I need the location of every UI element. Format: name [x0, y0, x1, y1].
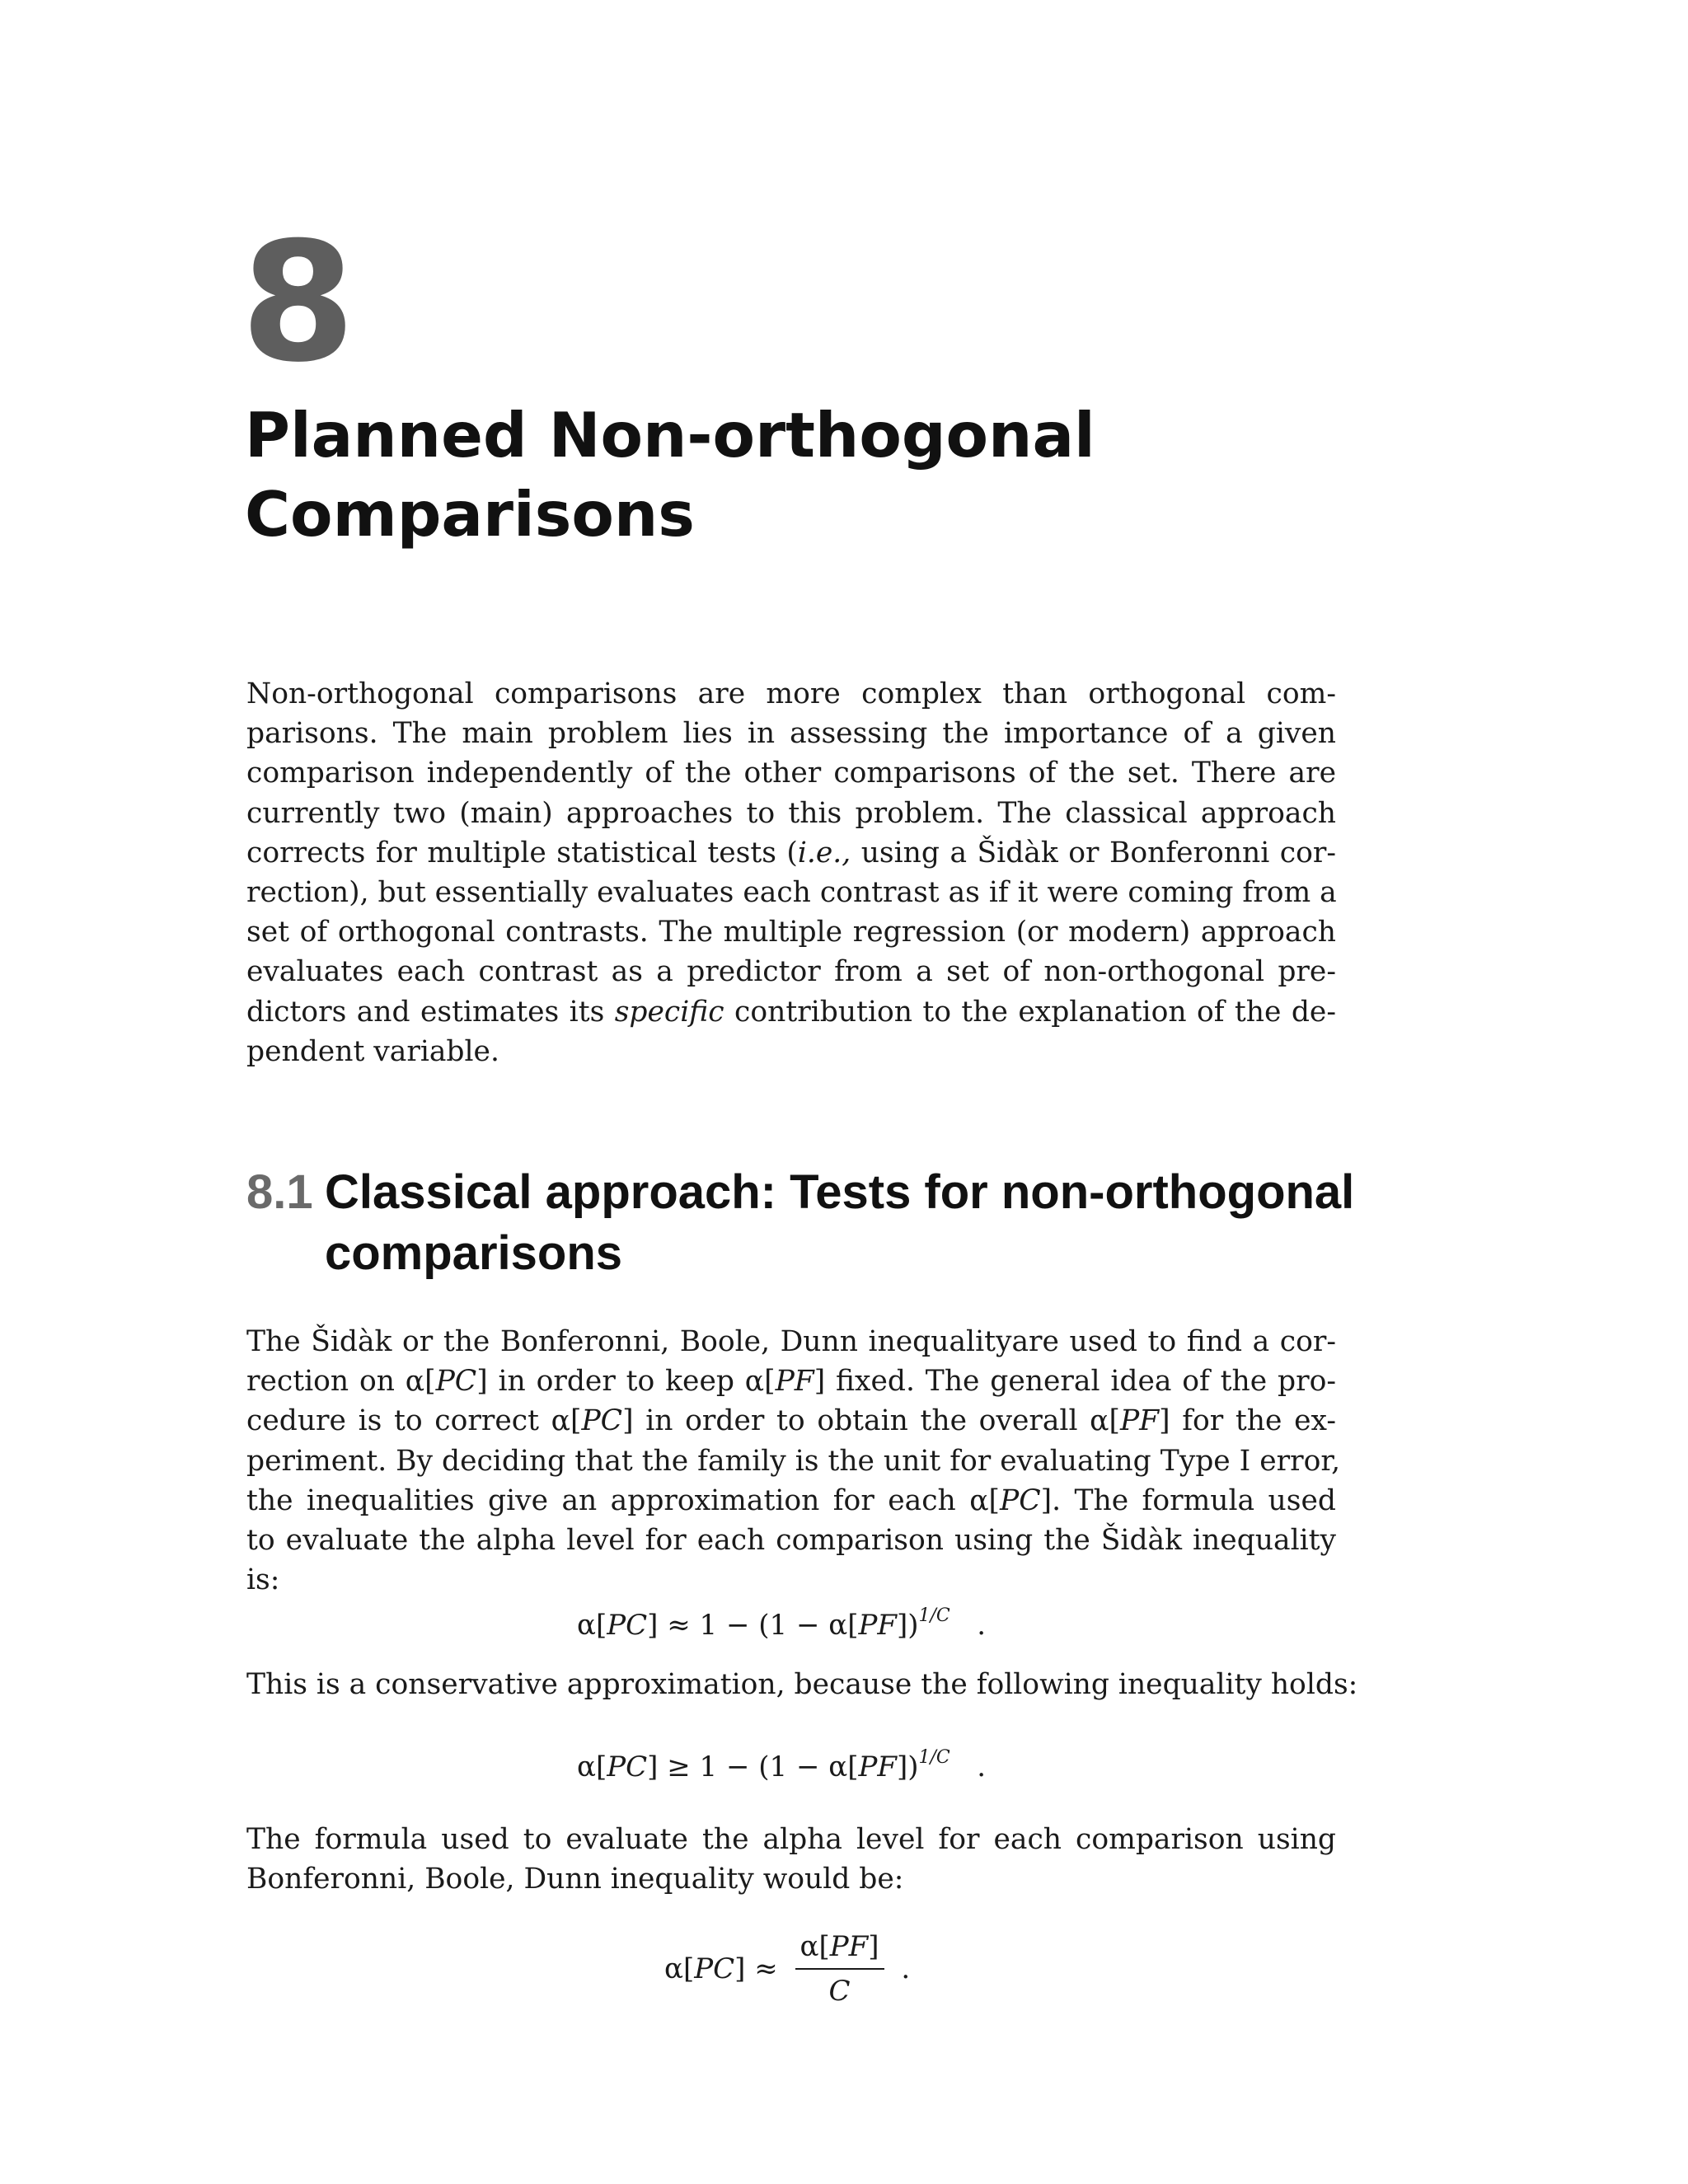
alpha-symbol: α	[1090, 1404, 1109, 1438]
section-heading	[246, 1162, 1400, 1284]
alpha-pf-symbol: α[PF]	[744, 1365, 826, 1399]
body-line: Bonferonni, Boole, Dunn inequality would be:	[246, 1863, 904, 1896]
body-line	[246, 1361, 1336, 1401]
geq-symbol: ≥	[667, 1750, 691, 1783]
intro-text: corrects for multiple statistical tests (	[246, 836, 798, 869]
body-paragraph	[246, 1665, 1384, 1704]
intro-paragraph	[246, 674, 1336, 1071]
intro-text: contribution to the explanation of the de-	[724, 995, 1337, 1029]
bonferroni-equation	[664, 1929, 910, 2009]
section-title-line-2: comparisons	[325, 1226, 622, 1280]
intro-line: pendent variable.	[246, 1034, 499, 1068]
one-minus-term: 1 − (1 −	[699, 1609, 829, 1642]
intro-text: dictors and estimates its	[246, 995, 615, 1029]
body-line: This is a conservative approximation, because the following inequality holds:	[246, 1668, 1358, 1701]
approx-symbol: ≈	[754, 1952, 778, 1985]
intro-line: currently two (main) approaches to this problem. The classical approach	[246, 796, 1336, 830]
alpha-symbol: α	[744, 1365, 765, 1399]
intro-line: set of orthogonal contrasts. The multiple regression (or modern) approach	[246, 916, 1336, 949]
pf-symbol: PF	[858, 1609, 897, 1642]
section-title-line-1: Classical approach: Tests for non-orthogonal	[325, 1165, 1355, 1219]
body-text: cedure is to correct	[246, 1404, 551, 1438]
one-minus-term: 1 − (1 −	[699, 1750, 829, 1783]
body-paragraph	[246, 1322, 1341, 1600]
alpha-symbol: α	[577, 1750, 596, 1783]
section-number: 8.1	[246, 1165, 313, 1219]
pc-symbol: PC	[999, 1483, 1041, 1517]
alpha-symbol: α	[405, 1365, 425, 1399]
alpha-pc-symbol: α[PC]	[405, 1365, 488, 1399]
intro-line: evaluates each contrast as a predictor from a set of non-orthogonal pre-	[246, 955, 1336, 989]
body-line	[246, 1481, 1336, 1521]
intro-italic: i.e.,	[797, 836, 851, 869]
alpha-symbol: α	[577, 1609, 596, 1642]
intro-line: comparison independently of the other comparisons of the set. There are	[246, 757, 1336, 790]
pc-symbol: PC	[435, 1365, 477, 1399]
pc-symbol: PC	[607, 1750, 648, 1783]
body-text: the inequalities give an approximation for each	[246, 1483, 970, 1517]
body-text: fixed. The general idea of the pro-	[825, 1365, 1336, 1399]
pf-symbol: PF	[858, 1750, 897, 1783]
fraction	[795, 1929, 884, 2009]
body-text: in order to keep	[487, 1365, 745, 1399]
alpha-symbol: α	[551, 1404, 570, 1438]
body-line: periment. By deciding that the family is the unit for evaluating Type I error,	[246, 1444, 1341, 1478]
body-line: is:	[246, 1563, 280, 1597]
exponent: 1/C	[918, 1747, 950, 1768]
alpha-symbol: α	[828, 1750, 848, 1783]
alpha-symbol: α	[969, 1483, 989, 1517]
sidak-inequality: $\alpha[PC] \ge 1 - (1 - \alpha[PF])^{1/C}$ .	[577, 1747, 987, 1783]
body-line: The formula used to evaluate the alpha level for each comparison using	[246, 1823, 1336, 1856]
pc-symbol: PC	[581, 1404, 623, 1438]
alpha-symbol: α	[828, 1609, 848, 1642]
equation-period: .	[901, 1952, 911, 1985]
body-text: . The formula used	[1052, 1483, 1336, 1517]
fraction-numerator: α[PF]	[795, 1929, 884, 1970]
equation-period: .	[977, 1609, 987, 1642]
approx-symbol: ≈	[667, 1609, 691, 1642]
intro-line	[246, 833, 1336, 873]
intro-line: parisons. The main problem lies in assessing the importance of a given	[246, 717, 1336, 751]
alpha-pf-symbol: α[PF]	[1090, 1404, 1170, 1438]
alpha-pc-symbol: α[PC]	[551, 1404, 634, 1438]
pc-symbol: PC	[607, 1609, 648, 1642]
body-line: to evaluate the alpha level for each comparison using the Šidàk inequality	[246, 1524, 1336, 1558]
alpha-pc-symbol: α[PC]	[969, 1483, 1053, 1517]
body-text: in order to obtain the overall	[633, 1404, 1090, 1438]
intro-line: rection), but essentially evaluates each contrast as if it were coming from a	[246, 876, 1337, 910]
chapter-number: 8	[241, 207, 354, 399]
body-line: The Šidàk or the Bonferonni, Boole, Dunn inequalityare used to find a cor-	[246, 1325, 1336, 1358]
pf-symbol: PF	[775, 1365, 814, 1399]
alpha-symbol: α	[664, 1952, 683, 1985]
pf-symbol: PF	[829, 1930, 869, 1963]
alpha-symbol: α	[799, 1930, 819, 1963]
sidak-equation: $\alpha[PC] \approx 1 - (1 - \alpha[PF])^{1/C}$ .	[577, 1605, 987, 1642]
intro-italic: specific	[614, 995, 724, 1029]
body-paragraph	[246, 1820, 1336, 1899]
intro-text: using a Šidàk or Bonferonni cor-	[851, 836, 1336, 869]
pf-symbol: PF	[1119, 1404, 1160, 1438]
equation-lhs: α[PC] ≈	[664, 1952, 778, 1985]
intro-line	[246, 992, 1336, 1032]
fraction-denominator: C	[828, 1975, 851, 2008]
body-text: for the ex-	[1170, 1404, 1337, 1438]
chapter-title-line-1: Planned Non-orthogonal	[245, 399, 1095, 471]
pc-symbol: PC	[694, 1952, 735, 1985]
chapter-title	[245, 396, 1481, 554]
body-line	[246, 1401, 1336, 1441]
equation-period: .	[977, 1750, 987, 1783]
chapter-title-line-2: Comparisons	[245, 478, 695, 551]
exponent: 1/C	[918, 1605, 950, 1626]
body-text: rection on	[246, 1365, 406, 1399]
intro-line: Non-orthogonal comparisons are more complex than orthogonal com-	[246, 677, 1336, 710]
